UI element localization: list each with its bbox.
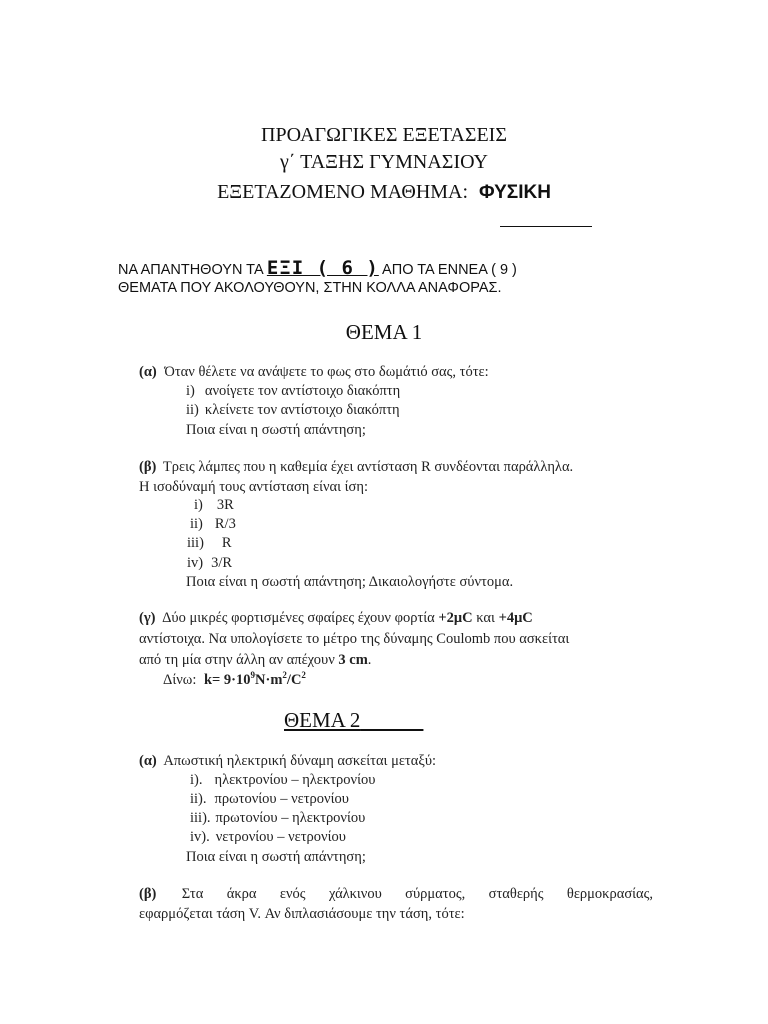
item-text-cont: εφαρμόζεται τάση V. Αν διπλασιάσουμε την τάση, τότε: [139,906,465,922]
theme1-a [139,364,489,381]
item-label: (β) [139,886,157,902]
item-text-cont: αντίστοιχα. Να υπολογίσετε το μέτρο της δύναμης Coulomb που ασκείται [139,631,570,647]
charge-2: +4μC [498,610,533,626]
exam-subject-line [0,181,768,204]
theme2-a [139,753,436,770]
theme2-title: ΘΕΜΑ 2 [284,708,361,732]
instructions-text-2: ΑΠΟ ΤΑ ΕΝΝΕΑ ( 9 ) [378,262,517,278]
item-text: Στα άκρα ενός χάλκινου σύρματος, σταθερής θερμοκρασίας, [181,886,654,902]
option: iii). πρωτονίου – ηλεκτρονίου [190,810,366,826]
given-constant: Δίνω: $k= 9\cdot 10^9N\cdot m^2/C^2$ [163,670,306,688]
option: ii). πρωτονίου – νετρονίου [190,791,349,807]
question: Ποια είναι η σωστή απάντηση; [186,849,366,865]
option: iv) 3/R [187,555,233,571]
option: iv). νετρονίου – νετρονίου [190,829,346,845]
theme1-b [139,459,573,476]
item-text: Τρεις λάμπες που η καθεμία έχει αντίσταση R συνδέονται παράλληλα. [162,459,574,475]
subject-name: ΦΥΣΙΚΗ [479,182,551,203]
question: Ποια είναι η σωστή απάντηση; Δικαιολογήστε σύντομα. [186,574,514,590]
option: i) 3R [194,497,234,513]
instructions-count: ΕΞΙ ( 6 ) [266,257,379,279]
item-label: (α) [139,753,157,769]
item-text: Όταν θέλετε να ανάψετε το φως στο δωμάτιό σας, τότε: [164,364,489,380]
item-label: (γ) [139,610,156,626]
question: Ποια είναι η σωστή απάντηση; [186,422,366,438]
theme1-title: ΘΕΜΑ 1 [345,320,423,344]
item-text: Απωστική ηλεκτρική δύναμη ασκείται μεταξύ: [163,753,437,769]
item-text-cont: από τη μία στην άλλη αν απέχουν 3 cm. [139,652,372,668]
coulomb-constant: $k= 9\cdot 10^9N\cdot m^2/C^2$ [203,670,306,688]
instructions-line1 [118,257,517,279]
option: i) ανοίγετε τον αντίστοιχο διακόπτη [186,383,401,399]
charge-1: +2μC [438,610,473,626]
instructions-line2: ΘΕΜΑΤΑ ΠΟΥ ΑΚΟΛΟΥΘΟΥΝ, ΣΤΗΝ ΚΟΛΛΑ ΑΝΑΦΟΡΑΣ. [118,280,502,296]
theme1-c: (γ) Δύο μικρές φορτισμένες σφαίρες έχουν φορτία +2μC και +4μC [139,610,533,626]
instructions-text: ΝΑ ΑΠΑΝΤΗΘΟΥΝ ΤΑ [118,262,267,278]
item-text-cont: Η ισοδύναμή τους αντίσταση είναι ίση: [139,479,368,495]
distance: 3 cm [338,652,368,668]
exam-class: γ΄ ΤΑΞΗΣ ΓΥΜΝΑΣΙΟΥ [279,151,488,173]
item-label: (β) [139,459,157,475]
option: iii) R [187,535,232,551]
item-label: (α) [139,364,157,380]
option: ii) R/3 [190,516,236,532]
theme2-b [139,886,653,903]
header-underline [500,226,592,227]
option: i). ηλεκτρονίου – ηλεκτρονίου [190,772,376,788]
option: ii) κλείνετε τον αντίστοιχο διακόπτη [186,402,400,418]
subject-prefix: ΕΞΕΤΑΖΟΜΕΝΟ ΜΑΘΗΜΑ: [217,181,469,203]
exam-title: ΠΡΟΑΓΩΓΙΚΕΣ ΕΞΕΤΑΣΕΙΣ [261,124,507,146]
